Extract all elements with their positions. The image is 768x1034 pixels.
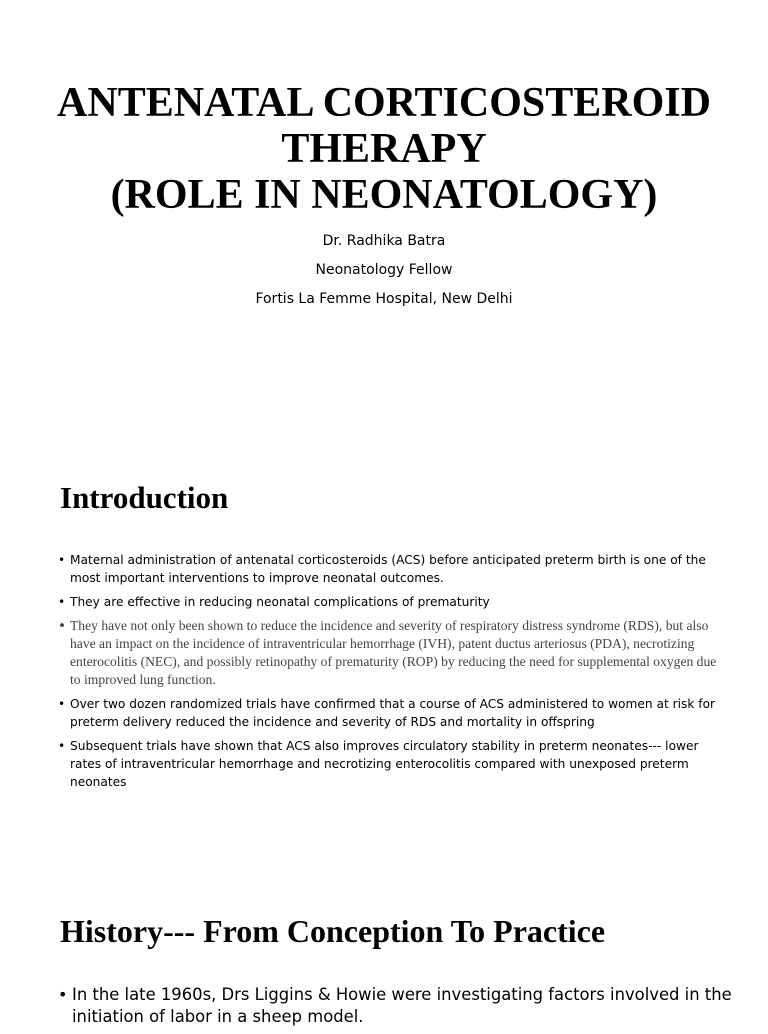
title-line-1: ANTENATAL CORTICOSTEROID xyxy=(57,80,711,126)
introduction-slide xyxy=(0,440,768,880)
author-block xyxy=(0,228,768,315)
bullet-icon: • xyxy=(58,739,66,753)
list-item xyxy=(58,737,718,791)
list-item xyxy=(58,593,718,611)
bullet-icon: • xyxy=(58,595,66,609)
list-item xyxy=(58,617,718,689)
bullet-text: They have not only been shown to reduce the incidence and severity of respiratory distress syndrome (RDS), but also have an impact on the incidence of intraventricular hemorrhage (IVH), patent ductus arteriosus (PDA), necrotizing enterocolitis (NEC), and possibly retinopathy of prematurity (ROP) by reducing the need for supplemental oxygen due to improved lung function. xyxy=(70,618,717,687)
bullet-icon: • xyxy=(58,618,67,634)
bullet-icon: • xyxy=(58,553,66,567)
bullet-text: They are effective in reducing neonatal complications of prematurity xyxy=(70,595,490,609)
bullet-text: Subsequent trials have shown that ACS also improves circulatory stability in preterm neonates--- lower rates of intraventricular hemorrhage and necrotizing enterocolitis compared with unexposed preterm neonates xyxy=(70,739,699,789)
history-slide xyxy=(0,880,768,1024)
list-item xyxy=(58,695,718,731)
title-line-2: THERAPY xyxy=(281,126,487,172)
bullet-icon: • xyxy=(58,985,68,1004)
list-item xyxy=(58,984,738,1028)
bullet-text: Maternal administration of antenatal corticosteroids (ACS) before anticipated preterm birth is one of the most important interventions to improve neonatal outcomes. xyxy=(70,553,706,585)
author-affiliation: Fortis La Femme Hospital, New Delhi xyxy=(255,291,513,307)
introduction-bullet-list xyxy=(58,551,718,797)
bullet-text: Over two dozen randomized trials have confirmed that a course of ACS administered to women at risk for preterm delivery reduced the incidence and severity of RDS and mortality in offspring xyxy=(70,697,716,729)
list-item xyxy=(58,551,718,587)
bullet-text: In the late 1960s, Drs Liggins & Howie were investigating factors involved in the initiation of labor in a sheep model. xyxy=(72,985,732,1026)
author-position: Neonatology Fellow xyxy=(315,262,453,278)
presentation-title xyxy=(0,80,768,218)
history-bullet-list xyxy=(58,984,738,1034)
title-line-3: (ROLE IN NEONATOLOGY) xyxy=(110,172,658,218)
bullet-icon: • xyxy=(58,697,66,711)
title-slide xyxy=(0,0,768,440)
author-name: Dr. Radhika Batra xyxy=(322,233,446,249)
section-title-introduction: Introduction xyxy=(60,480,229,515)
section-title-history: History--- From Conception To Practice xyxy=(60,913,606,949)
